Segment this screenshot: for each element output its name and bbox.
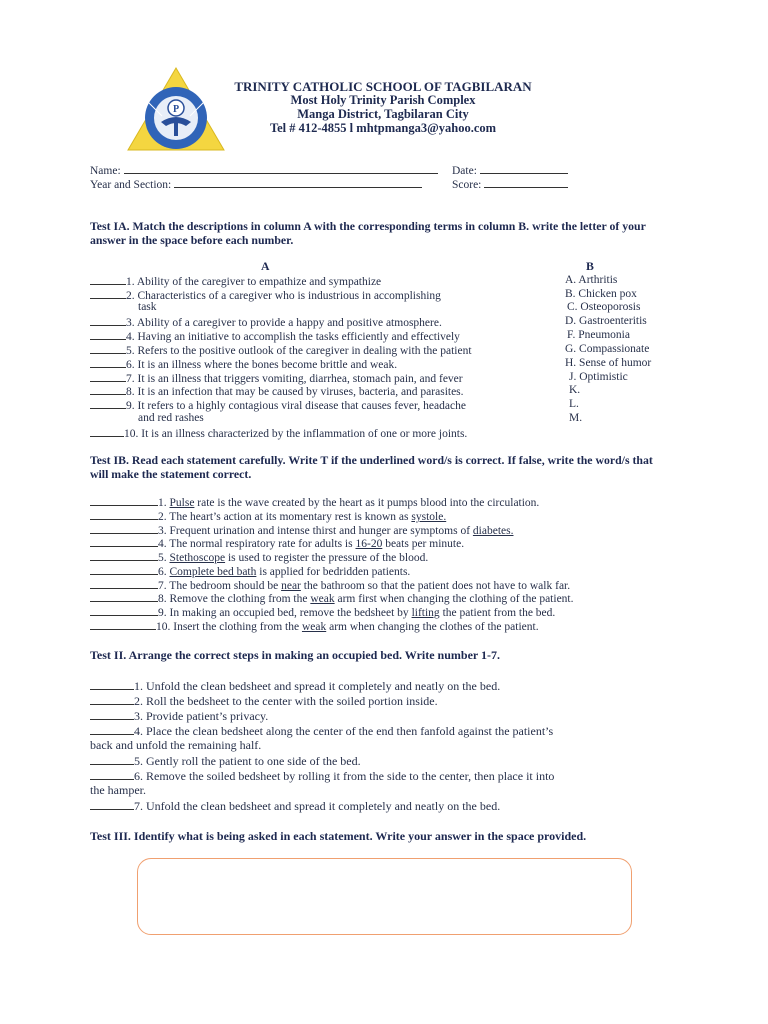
year-section-label: Year and Section:	[90, 179, 172, 191]
column-b-header: B	[586, 259, 594, 273]
test1a-item-text: 1. Ability of the caregiver to empathize and sympathize	[126, 276, 382, 288]
year-section-field[interactable]	[90, 177, 422, 192]
test1b-item-post: arm first when changing the clothing of the patient.	[337, 593, 574, 605]
answer-blank[interactable]	[90, 398, 126, 409]
test1a-choice: L.	[569, 398, 579, 410]
test2-instruction: Test II. Arrange the correct steps in making an occupied bed. Write number 1-7.	[90, 648, 500, 662]
test2-item-text: 1. Unfold the clean bedsheet and spread it completely and neatly on the bed.	[134, 679, 501, 693]
answer-blank[interactable]	[90, 315, 126, 326]
underlined-term: 16-20	[355, 538, 383, 550]
score-blank[interactable]	[484, 177, 568, 188]
answer-blank[interactable]	[90, 274, 126, 285]
test1a-choice: C. Osteoporosis	[567, 301, 641, 313]
test1b-item-pre: Frequent urination and intense thirst and hunger are symptoms of	[169, 525, 471, 537]
date-label: Date:	[452, 165, 477, 177]
test1b-item-number: 3.	[158, 525, 167, 537]
test1b-item-number: 7.	[158, 580, 167, 592]
answer-blank[interactable]	[90, 724, 134, 735]
underlined-term: weak	[301, 621, 327, 633]
test1b-item-post: the bathroom so that the patient does not have to walk far.	[303, 580, 571, 592]
answer-blank[interactable]	[90, 288, 126, 299]
test1a-choice: B. Chicken pox	[565, 288, 637, 300]
test1b-item	[90, 509, 446, 524]
test1b-item-pre: The bedroom should be	[169, 580, 279, 592]
date-field[interactable]	[452, 163, 568, 178]
name-field[interactable]	[90, 163, 438, 178]
test1b-item-pre: The heart’s action at its momentary rest is known as	[169, 511, 409, 523]
underlined-term: Pulse	[169, 497, 195, 509]
test2-item-text: 5. Gently roll the patient to one side of the bed.	[134, 754, 361, 768]
answer-blank[interactable]	[90, 564, 158, 575]
answer-blank[interactable]	[90, 523, 158, 534]
test1a-item	[90, 384, 464, 399]
answer-blank[interactable]	[90, 754, 134, 765]
test2-item	[90, 769, 554, 783]
answer-blank[interactable]	[90, 343, 126, 354]
underlined-term: diabetes.	[472, 525, 514, 537]
test1b-item-number: 4.	[158, 538, 167, 550]
test1a-choice: M.	[569, 412, 583, 424]
answer-blank[interactable]	[90, 329, 126, 340]
test1a-choice: J. Optimistic	[569, 371, 628, 383]
test2-item	[90, 754, 361, 768]
underlined-term: Complete bed bath	[169, 566, 257, 578]
test1a-choice: D. Gastroenteritis	[565, 315, 647, 327]
underlined-term: Stethoscope	[169, 552, 226, 564]
test1a-item-text: 8. It is an infection that may be caused by viruses, bacteria, and parasites.	[126, 386, 464, 398]
test1b-item-pre: Insert the clothing from the	[173, 621, 300, 633]
answer-blank[interactable]	[90, 578, 158, 589]
answer-blank[interactable]	[90, 371, 126, 382]
test2-item	[90, 799, 500, 813]
name-blank[interactable]	[124, 163, 438, 174]
answer-blank[interactable]	[90, 357, 126, 368]
test1a-item	[90, 398, 466, 413]
test2-item	[90, 694, 438, 708]
answer-blank[interactable]	[90, 550, 158, 561]
test1b-item-number: 8.	[158, 593, 167, 605]
school-name: TRINITY CATHOLIC SCHOOL OF TAGBILARAN	[234, 79, 532, 94]
answer-blank[interactable]	[90, 769, 134, 780]
underlined-term: near	[281, 580, 301, 592]
answer-blank[interactable]	[90, 709, 134, 720]
test1b-item	[90, 619, 539, 634]
underlined-term: weak	[310, 593, 335, 605]
answer-blank[interactable]	[90, 384, 126, 395]
column-a-header: A	[261, 259, 270, 273]
answer-blank[interactable]	[90, 799, 134, 810]
test1b-item-post: arm when changing the clothes of the patient.	[329, 621, 539, 633]
test1b-item-post: is applied for bedridden patients.	[259, 566, 411, 578]
test1a-item-text: 10. It is an illness characterized by the inflammation of one or more joints.	[124, 428, 468, 440]
test1b-item	[90, 550, 428, 565]
test2-item	[90, 709, 268, 723]
test1b-item-pre: Remove the clothing from the	[169, 593, 308, 605]
test1a-choice: F. Pneumonia	[567, 329, 630, 341]
test2-item-text: 2. Roll the bedsheet to the center with the soiled portion inside.	[134, 694, 438, 708]
name-label: Name:	[90, 165, 121, 177]
test1a-item2-cont: task	[138, 301, 157, 313]
test2-item	[90, 724, 553, 738]
test1a-choice: A. Arthritis	[565, 274, 618, 286]
test1b-item-number: 6.	[158, 566, 167, 578]
test1a-item-text: 5. Refers to the positive outlook of the caregiver in dealing with the patient	[126, 345, 472, 357]
test1b-item	[90, 495, 539, 510]
test1b-item-post: is used to register the pressure of the blood.	[227, 552, 429, 564]
answer-blank[interactable]	[90, 495, 158, 506]
test1b-item-number: 9.	[158, 607, 167, 619]
test2-item-text: 7. Unfold the clean bedsheet and spread it completely and neatly on the bed.	[134, 799, 501, 813]
test1a-item	[90, 426, 467, 441]
test1b-item-number: 5.	[158, 552, 167, 564]
test2-item6-cont: the hamper.	[90, 783, 146, 797]
answer-blank[interactable]	[90, 591, 158, 602]
test1a-item	[90, 329, 460, 344]
contact-text: Tel # 412-4855 l mhtpmanga3@yahoo.com	[269, 121, 497, 135]
test1a-item-text: 2. Characteristics of a caregiver who is industrious in accomplishing	[126, 290, 441, 302]
answer-blank[interactable]	[90, 679, 134, 690]
test1a-item-text: 3. Ability of a caregiver to provide a happy and positive atmosphere.	[126, 317, 442, 329]
answer-blank[interactable]	[90, 509, 158, 520]
test2-item-text: 4. Place the clean bedsheet along the center of the end then fanfold against the patient’s	[134, 724, 554, 738]
test1b-item	[90, 605, 555, 620]
score-label: Score:	[452, 179, 482, 191]
contact-info	[200, 121, 566, 136]
test1b-item	[90, 536, 464, 551]
test1a-instruction: Test IA. Match the descriptions in column A with the corresponding terms in column B. write the letter of your answer in the space before each number.	[90, 219, 646, 247]
test1b-item-post: beats per minute.	[385, 538, 465, 550]
test2-item-text: 6. Remove the soiled bedsheet by rolling it from the side to the center, then place it into	[134, 769, 555, 783]
score-field[interactable]	[452, 177, 568, 192]
test1b-item-post: rate is the wave created by the heart as it pumps blood into the circulation.	[197, 497, 540, 509]
test1a-item	[90, 343, 472, 358]
test3-instruction: Test III. Identify what is being asked in each statement. Write your answer in the space provided.	[90, 829, 587, 843]
test1b-item	[90, 591, 574, 606]
underlined-term: systole.	[411, 511, 447, 523]
answer-blank[interactable]	[90, 426, 124, 437]
test1a-choice: H. Sense of humor	[565, 357, 652, 369]
test1b-instruction: Test IB. Read each statement carefully. Write T if the underlined word/s is correct. If false, write the word/s that will make the statement correct.	[90, 453, 653, 481]
answer-box[interactable]	[137, 858, 632, 935]
underlined-term: lifting	[411, 607, 440, 619]
answer-blank[interactable]	[90, 694, 134, 705]
test1a-choice: K.	[569, 384, 581, 396]
test1a-item-text: 9. It refers to a highly contagious viral disease that causes fever, headache	[126, 400, 466, 412]
test1a-item	[90, 357, 397, 372]
answer-blank[interactable]	[90, 536, 158, 547]
test1b-item-number: 10.	[156, 621, 171, 633]
test1a-item-text: 7. It is an illness that triggers vomiting, diarrhea, stomach pain, and fever	[126, 373, 463, 385]
test1b-item-pre: The normal respiratory rate for adults is	[169, 538, 353, 550]
test1b-item-pre: In making an occupied bed, remove the bedsheet by	[169, 607, 409, 619]
answer-blank[interactable]	[90, 619, 156, 630]
test1a-item	[90, 315, 442, 330]
svg-text:P: P	[172, 104, 180, 115]
year-section-blank[interactable]	[174, 177, 422, 188]
test1a-choice: G. Compassionate	[565, 343, 650, 355]
test2-item4-cont: back and unfold the remaining half.	[90, 738, 262, 752]
test1a-item	[90, 274, 381, 289]
test2-item-text: 3. Provide patient’s privacy.	[134, 709, 269, 723]
test1b-item-number: 1.	[158, 497, 167, 509]
school-address: Manga District, Tagbilaran City	[297, 107, 469, 121]
test1a-item9-cont: and red rashes	[138, 412, 204, 424]
test1a-item-text: 6. It is an illness where the bones become brittle and weak.	[126, 359, 398, 371]
test1b-item-post: the patient from the bed.	[442, 607, 556, 619]
test1a-item-text: 4. Having an initiative to accomplish the tasks efficiently and effectively	[126, 331, 460, 343]
test1b-item	[90, 564, 410, 579]
test1b-item-number: 2.	[158, 511, 167, 523]
parish-name: Most Holy Trinity Parish Complex	[290, 93, 476, 107]
date-blank[interactable]	[480, 163, 568, 174]
test2-item	[90, 679, 500, 693]
answer-blank[interactable]	[90, 605, 158, 616]
